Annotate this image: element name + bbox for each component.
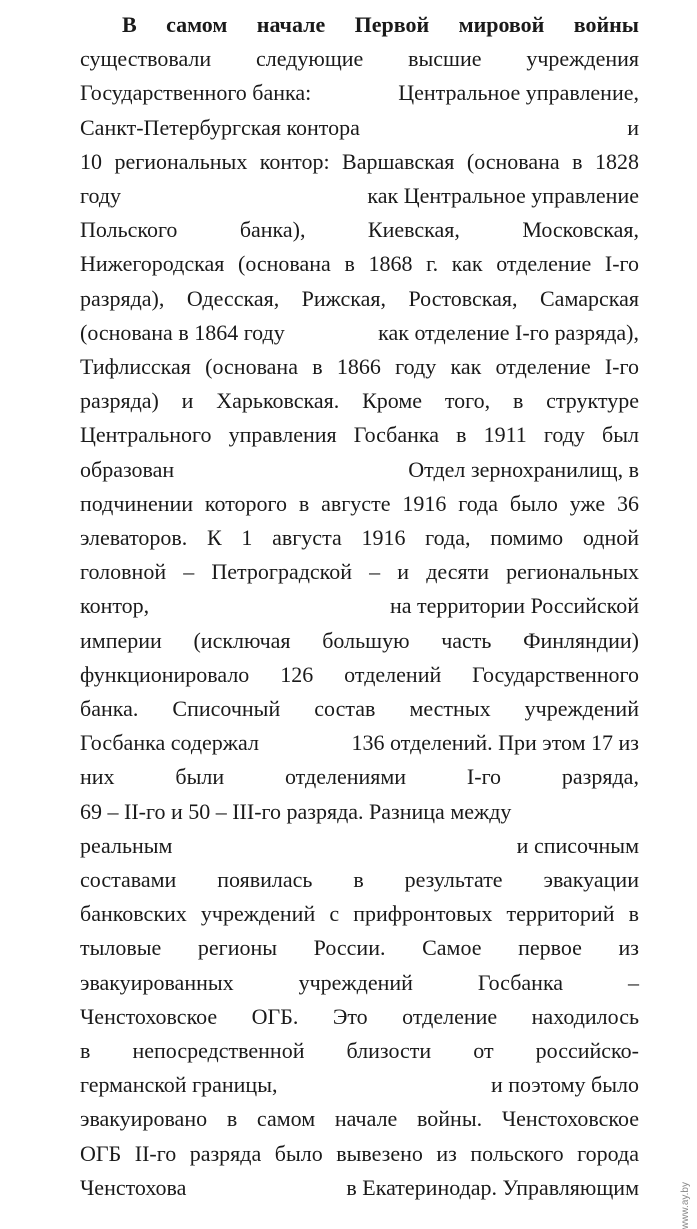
text-segment: 10 региональных контор: Варшавская (основана в 1828: [80, 148, 639, 174]
text-segment: Киевская,: [367, 217, 460, 243]
text-segment: Санкт-Петербургская контора: [80, 114, 360, 140]
text-segment: высшие: [408, 46, 482, 72]
text-segment: Отдел зернохранилищ, в: [408, 456, 639, 482]
text-segment: эвакуированных: [80, 969, 234, 995]
text-line: [80, 1171, 639, 1200]
text-segment: учреждений: [524, 696, 639, 721]
text-line: [80, 589, 639, 623]
text-segment: 69 – II-го и 50 – III-го разряда. Разница между: [80, 798, 512, 824]
text-segment: контор,: [80, 593, 150, 619]
text-segment: эвакуации: [543, 867, 639, 892]
text-line: [80, 1102, 639, 1136]
text-line: [122, 8, 639, 42]
text-segment: Центрального управления Госбанка в 1911 году был: [80, 422, 639, 448]
text-segment: германской границы,: [80, 1072, 278, 1098]
text-segment: элеваторов. К 1 августа 1916 года, помимо одной: [80, 525, 639, 550]
text-segment: ОГБ.: [251, 1003, 299, 1029]
text-segment: Госбанка содержал: [80, 730, 259, 756]
text-segment: банка),: [239, 217, 306, 243]
text-segment: банка.: [80, 696, 139, 721]
text-line: [80, 624, 639, 658]
text-line: [80, 42, 639, 76]
text-segment: близости: [346, 1038, 432, 1063]
text-line: [80, 145, 639, 179]
text-line: [80, 418, 639, 452]
text-line: [80, 76, 639, 110]
text-segment: местных: [409, 696, 491, 721]
text-segment: Польского: [80, 217, 178, 243]
text-segment: от: [473, 1038, 494, 1063]
text-segment: Центральное управление,: [398, 80, 639, 106]
text-segment: I-го: [466, 764, 502, 790]
text-segment: учреждения: [526, 46, 639, 72]
text-segment: них: [80, 764, 115, 790]
text-segment: отделение: [402, 1003, 498, 1029]
text-segment: отделениями: [284, 764, 407, 790]
text-segment: результате: [404, 867, 503, 892]
text-line: [80, 350, 639, 384]
text-segment: появилась: [217, 867, 313, 892]
text-line: [80, 282, 639, 316]
text-line: [80, 555, 639, 589]
text-segment: были: [175, 764, 225, 790]
text-line: [80, 247, 639, 281]
text-segment: России.: [313, 935, 386, 961]
text-segment: и поэтому было: [490, 1072, 639, 1098]
text-segment: Это: [332, 1003, 368, 1029]
text-segment: российско-: [535, 1038, 639, 1063]
text-segment: Ченстохова: [80, 1174, 187, 1200]
text-segment: состав: [314, 696, 376, 721]
text-line: [80, 1068, 639, 1102]
text-segment: из: [618, 935, 639, 961]
text-segment: как Центральное управление: [367, 183, 639, 208]
text-segment: учреждений: [298, 969, 413, 995]
watermark: www.ay.by: [680, 1182, 691, 1229]
text-segment: разряда) и Харьковская. Кроме того, в структуре: [80, 388, 639, 414]
text-segment: и: [627, 114, 639, 140]
text-segment: непосредственной: [132, 1038, 305, 1063]
text-segment: Государственного банка:: [80, 80, 312, 106]
text-segment: –: [628, 969, 639, 995]
text-segment: банковских учреждений с прифронтовых территорий в: [80, 901, 639, 927]
text-segment: ОГБ II-го разряда было вывезено из польского города: [80, 1140, 639, 1166]
text-segment: эвакуировано в самом начале войны. Ченстоховское: [80, 1106, 639, 1132]
text-segment: разряда), Одесская, Рижская, Ростовская, Самарская: [80, 285, 639, 311]
text-line: [80, 111, 639, 145]
text-line: [80, 897, 639, 931]
text-segment: империи (исключая большую часть Финляндии): [80, 627, 639, 653]
text-line: [80, 453, 639, 487]
text-segment: разряда,: [561, 764, 639, 790]
text-segment: функционировало 126 отделений Государственного: [80, 661, 639, 687]
text-line: [80, 726, 639, 760]
text-segment: в: [353, 867, 364, 892]
text-segment: как отделение I-го разряда),: [378, 319, 639, 345]
text-segment: в: [80, 1038, 91, 1063]
text-line: [80, 863, 639, 897]
text-line: [80, 1137, 639, 1171]
text-segment: году: [80, 183, 122, 208]
text-line: [80, 795, 639, 829]
text-segment: реальным: [80, 832, 173, 858]
text-line: [80, 931, 639, 965]
text-segment: 136 отделений. При этом 17 из: [351, 730, 639, 756]
text-segment: Московская,: [522, 217, 639, 243]
text-segment: существовали: [80, 46, 212, 72]
text-line: [80, 316, 639, 350]
text-segment: тыловые: [80, 935, 162, 961]
text-segment: и списочным: [516, 832, 639, 858]
text-line: [80, 658, 639, 692]
text-segment: на территории Российской: [390, 593, 639, 619]
text-segment: образован: [80, 456, 175, 482]
text-line: [80, 829, 639, 863]
text-line: [80, 966, 639, 1000]
text-segment: регионы: [197, 935, 278, 961]
text-line: [80, 179, 639, 213]
text-line: [80, 521, 639, 555]
text-segment: Самое: [422, 935, 482, 961]
text-segment: составами: [80, 867, 177, 892]
text-line: [80, 692, 639, 726]
text-segment: Нижегородская (основана в 1868 г. как отделение I-го: [80, 251, 639, 277]
text-segment: (основана в 1864 году: [80, 319, 285, 345]
text-segment: Тифлисская (основана в 1866 году как отделение I-го: [80, 354, 639, 379]
text-segment: Списочный: [172, 696, 281, 721]
text-segment: Ченстоховское: [80, 1003, 218, 1029]
text-line: [80, 487, 639, 521]
text-segment: подчинении которого в августе 1916 года было уже 36: [80, 490, 639, 516]
text-line: [80, 1000, 639, 1034]
text-segment: первое: [518, 935, 582, 961]
text-segment: следующие: [255, 46, 364, 72]
text-segment: Госбанка: [477, 969, 564, 995]
text-line: [80, 760, 639, 794]
text-segment: В самом начале Первой мировой войны: [122, 12, 639, 37]
text-segment: головной – Петроградской – и десяти региональных: [80, 559, 639, 585]
text-segment: находилось: [531, 1003, 639, 1029]
text-line: [80, 384, 639, 418]
text-line: [80, 1034, 639, 1068]
text-segment: в Екатеринодар. Управляющим: [346, 1174, 639, 1200]
text-line: [80, 213, 639, 247]
